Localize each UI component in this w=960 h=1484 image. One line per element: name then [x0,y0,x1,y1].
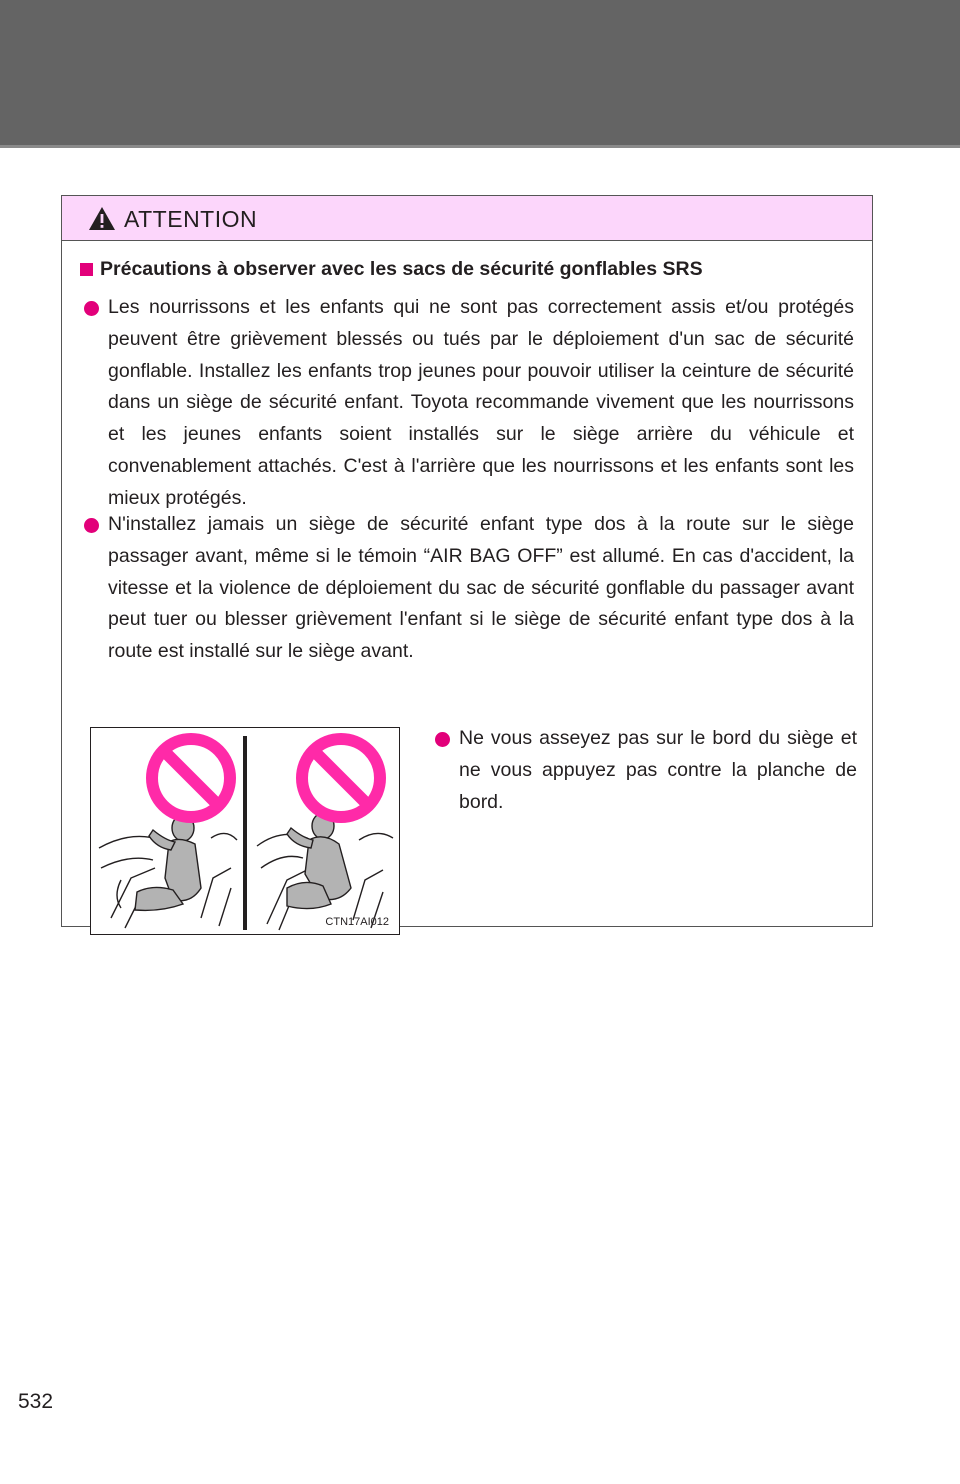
page-number: 532 [18,1390,54,1413]
seated-passenger-illustration [91,728,400,935]
round-bullet-icon [84,518,99,533]
warning-triangle-icon [88,206,116,231]
warning-title: ATTENTION [124,205,258,232]
top-band [0,0,960,145]
list-item [84,509,854,668]
square-bullet-icon [80,263,93,276]
section-heading [80,258,703,281]
section-title: Précautions à observer avec les sacs de sécurité gonflables SRS [100,258,703,280]
list-item-text: Ne vous asseyez pas sur le bord du siège et ne vous appuyez pas contre la planche de bord. [459,727,857,813]
list-item [84,292,854,515]
figure-code: CTN17AI012 [325,916,389,928]
top-band-line [0,145,960,148]
round-bullet-icon [435,732,450,747]
warning-header [62,196,872,241]
warning-box [61,195,873,927]
list-item-text: Les nourrissons et les enfants qui ne sont pas correctement assis et/ou protégés peuvent être grièvement blessés ou tués par le déploiement d'un sac de sécurité gonflable. Installez les enfants trop jeunes pour pouvoir utiliser la ceinture de sécurité dans un siège de sécurité enfant. Toyota recommande vivement que les nourrissons et les jeunes enfants soient installés sur le siège arrière du véhicule et convenablement attachés. C'est à l'arrière que les nourrissons et les enfants sont les mieux protégés. [108,296,854,509]
round-bullet-icon [84,301,99,316]
list-item [435,723,857,818]
list-item-text: N'installez jamais un siège de sécurité enfant type dos à la route sur le siège passager avant, même si le témoin “AIR BAG OFF” est allumé. En cas d'accident, la vitesse et la violence de déploiement du sac de sécurité gonflable du passager avant peut tuer ou blesser grièvement l'enfant si le siège de sécurité enfant type dos à la route est installé sur le siège avant. [108,513,854,663]
illustration-figure [90,727,400,935]
